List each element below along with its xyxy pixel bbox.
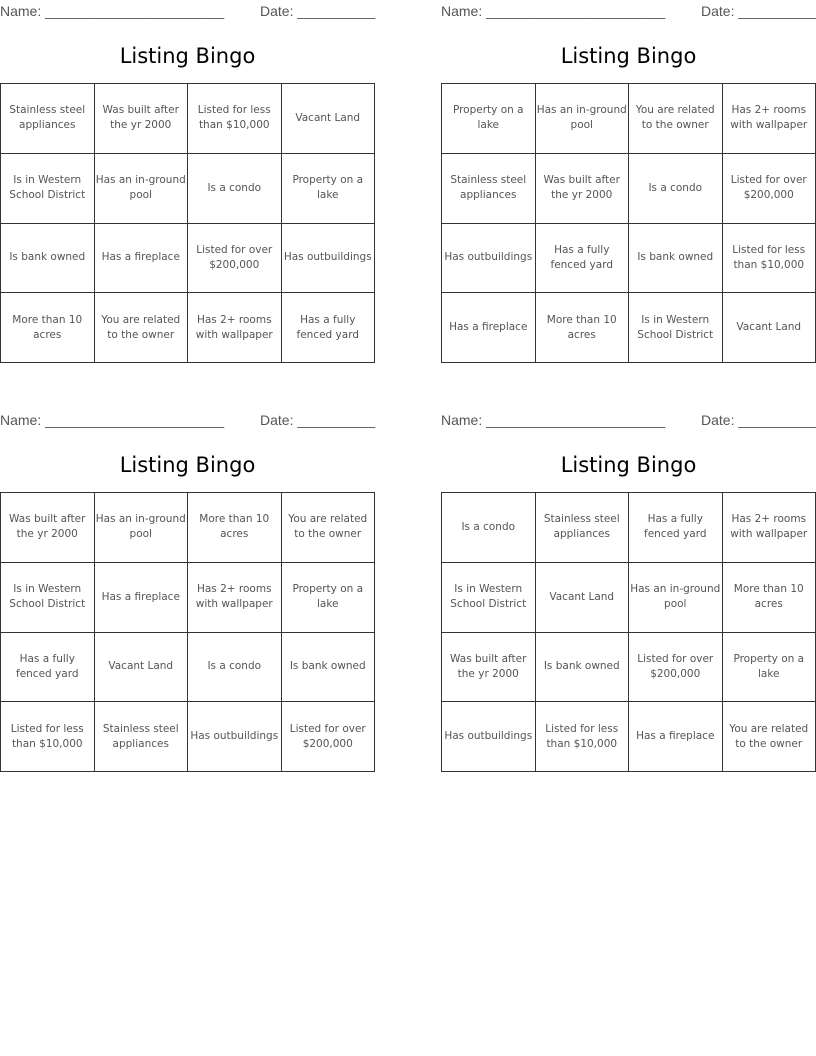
card-title: Listing Bingo bbox=[119, 44, 256, 68]
bingo-cell: You are related to the owner bbox=[629, 84, 723, 154]
bingo-cell: Stainless steel appliances bbox=[536, 493, 630, 563]
bingo-cell: Is a condo bbox=[188, 154, 282, 224]
bingo-cell: More than 10 acres bbox=[723, 563, 816, 633]
bingo-cell: Listed for less than $10,000 bbox=[723, 224, 816, 294]
bingo-cell: Property on a lake bbox=[282, 154, 376, 224]
name-field: Name: _______________________ bbox=[441, 412, 666, 428]
bingo-cell: Listed for over $200,000 bbox=[188, 224, 282, 294]
bingo-cell: Is bank owned bbox=[1, 224, 95, 294]
bingo-cell: Has a fireplace bbox=[95, 224, 189, 294]
bingo-cell: Is a condo bbox=[442, 493, 536, 563]
bingo-cell: Has a fireplace bbox=[442, 293, 536, 363]
bingo-cell: Listed for less than $10,000 bbox=[188, 84, 282, 154]
card-title: Listing Bingo bbox=[560, 453, 697, 477]
bingo-grid bbox=[441, 492, 816, 772]
bingo-cell: Is a condo bbox=[188, 633, 282, 703]
bingo-cell: Has a fireplace bbox=[95, 563, 189, 633]
bingo-cell: Is in Western School District bbox=[629, 293, 723, 363]
bingo-cell: Listed for less than $10,000 bbox=[1, 702, 95, 772]
bingo-cell: Listed for over $200,000 bbox=[629, 633, 723, 703]
bingo-cell: Has a fully fenced yard bbox=[629, 493, 723, 563]
bingo-cell: Has a fully fenced yard bbox=[536, 224, 630, 294]
bingo-cell: Is in Western School District bbox=[442, 563, 536, 633]
bingo-cell: Has a fully fenced yard bbox=[282, 293, 376, 363]
bingo-grid bbox=[0, 83, 375, 363]
bingo-card-2 bbox=[441, 0, 816, 380]
bingo-cell: Has an in-ground pool bbox=[536, 84, 630, 154]
bingo-cell: More than 10 acres bbox=[1, 293, 95, 363]
bingo-cell: Was built after the yr 2000 bbox=[536, 154, 630, 224]
bingo-cell: Has 2+ rooms with wallpaper bbox=[188, 563, 282, 633]
bingo-cell: Has outbuildings bbox=[282, 224, 376, 294]
bingo-card-4 bbox=[441, 409, 816, 789]
card-title: Listing Bingo bbox=[560, 44, 697, 68]
bingo-cell: Has a fully fenced yard bbox=[1, 633, 95, 703]
date-field: Date: __________ bbox=[260, 412, 376, 428]
bingo-cell: Has an in-ground pool bbox=[629, 563, 723, 633]
bingo-cell: You are related to the owner bbox=[282, 493, 376, 563]
bingo-cell: Has a fireplace bbox=[629, 702, 723, 772]
bingo-cell: Was built after the yr 2000 bbox=[95, 84, 189, 154]
bingo-cell: Is in Western School District bbox=[1, 154, 95, 224]
bingo-cell: Has 2+ rooms with wallpaper bbox=[188, 293, 282, 363]
name-field: Name: _______________________ bbox=[0, 412, 225, 428]
bingo-cell: Vacant Land bbox=[95, 633, 189, 703]
bingo-card-3 bbox=[0, 409, 376, 789]
bingo-cell: Has 2+ rooms with wallpaper bbox=[723, 493, 816, 563]
bingo-cell: Vacant Land bbox=[282, 84, 376, 154]
bingo-cell: Property on a lake bbox=[282, 563, 376, 633]
bingo-cell: Has an in-ground pool bbox=[95, 493, 189, 563]
name-field: Name: _______________________ bbox=[441, 3, 666, 19]
bingo-cell: More than 10 acres bbox=[188, 493, 282, 563]
date-field: Date: __________ bbox=[701, 412, 816, 428]
bingo-cell: Listed for less than $10,000 bbox=[536, 702, 630, 772]
bingo-grid bbox=[441, 83, 816, 363]
date-field: Date: __________ bbox=[701, 3, 816, 19]
bingo-cell: Has outbuildings bbox=[442, 224, 536, 294]
bingo-cell: Is bank owned bbox=[629, 224, 723, 294]
bingo-cell: Is in Western School District bbox=[1, 563, 95, 633]
bingo-cell: You are related to the owner bbox=[723, 702, 816, 772]
bingo-cell: Stainless steel appliances bbox=[95, 702, 189, 772]
bingo-cell: Has 2+ rooms with wallpaper bbox=[723, 84, 816, 154]
bingo-cell: Has an in-ground pool bbox=[95, 154, 189, 224]
bingo-cell: Vacant Land bbox=[536, 563, 630, 633]
card-title: Listing Bingo bbox=[119, 453, 256, 477]
bingo-cell: Was built after the yr 2000 bbox=[1, 493, 95, 563]
bingo-cell: Listed for over $200,000 bbox=[282, 702, 376, 772]
bingo-cell: Is bank owned bbox=[536, 633, 630, 703]
bingo-cell: Has outbuildings bbox=[442, 702, 536, 772]
bingo-cell: Property on a lake bbox=[442, 84, 536, 154]
date-field: Date: __________ bbox=[260, 3, 376, 19]
bingo-cell: Stainless steel appliances bbox=[442, 154, 536, 224]
bingo-card-1 bbox=[0, 0, 376, 380]
bingo-cell: Was built after the yr 2000 bbox=[442, 633, 536, 703]
bingo-cell: Is bank owned bbox=[282, 633, 376, 703]
name-field: Name: _______________________ bbox=[0, 3, 225, 19]
bingo-cell: Stainless steel appliances bbox=[1, 84, 95, 154]
bingo-cell: Is a condo bbox=[629, 154, 723, 224]
bingo-cell: More than 10 acres bbox=[536, 293, 630, 363]
bingo-cell: Has outbuildings bbox=[188, 702, 282, 772]
bingo-cell: You are related to the owner bbox=[95, 293, 189, 363]
bingo-cell: Property on a lake bbox=[723, 633, 816, 703]
bingo-grid bbox=[0, 492, 375, 772]
bingo-cell: Listed for over $200,000 bbox=[723, 154, 816, 224]
bingo-cell: Vacant Land bbox=[723, 293, 816, 363]
